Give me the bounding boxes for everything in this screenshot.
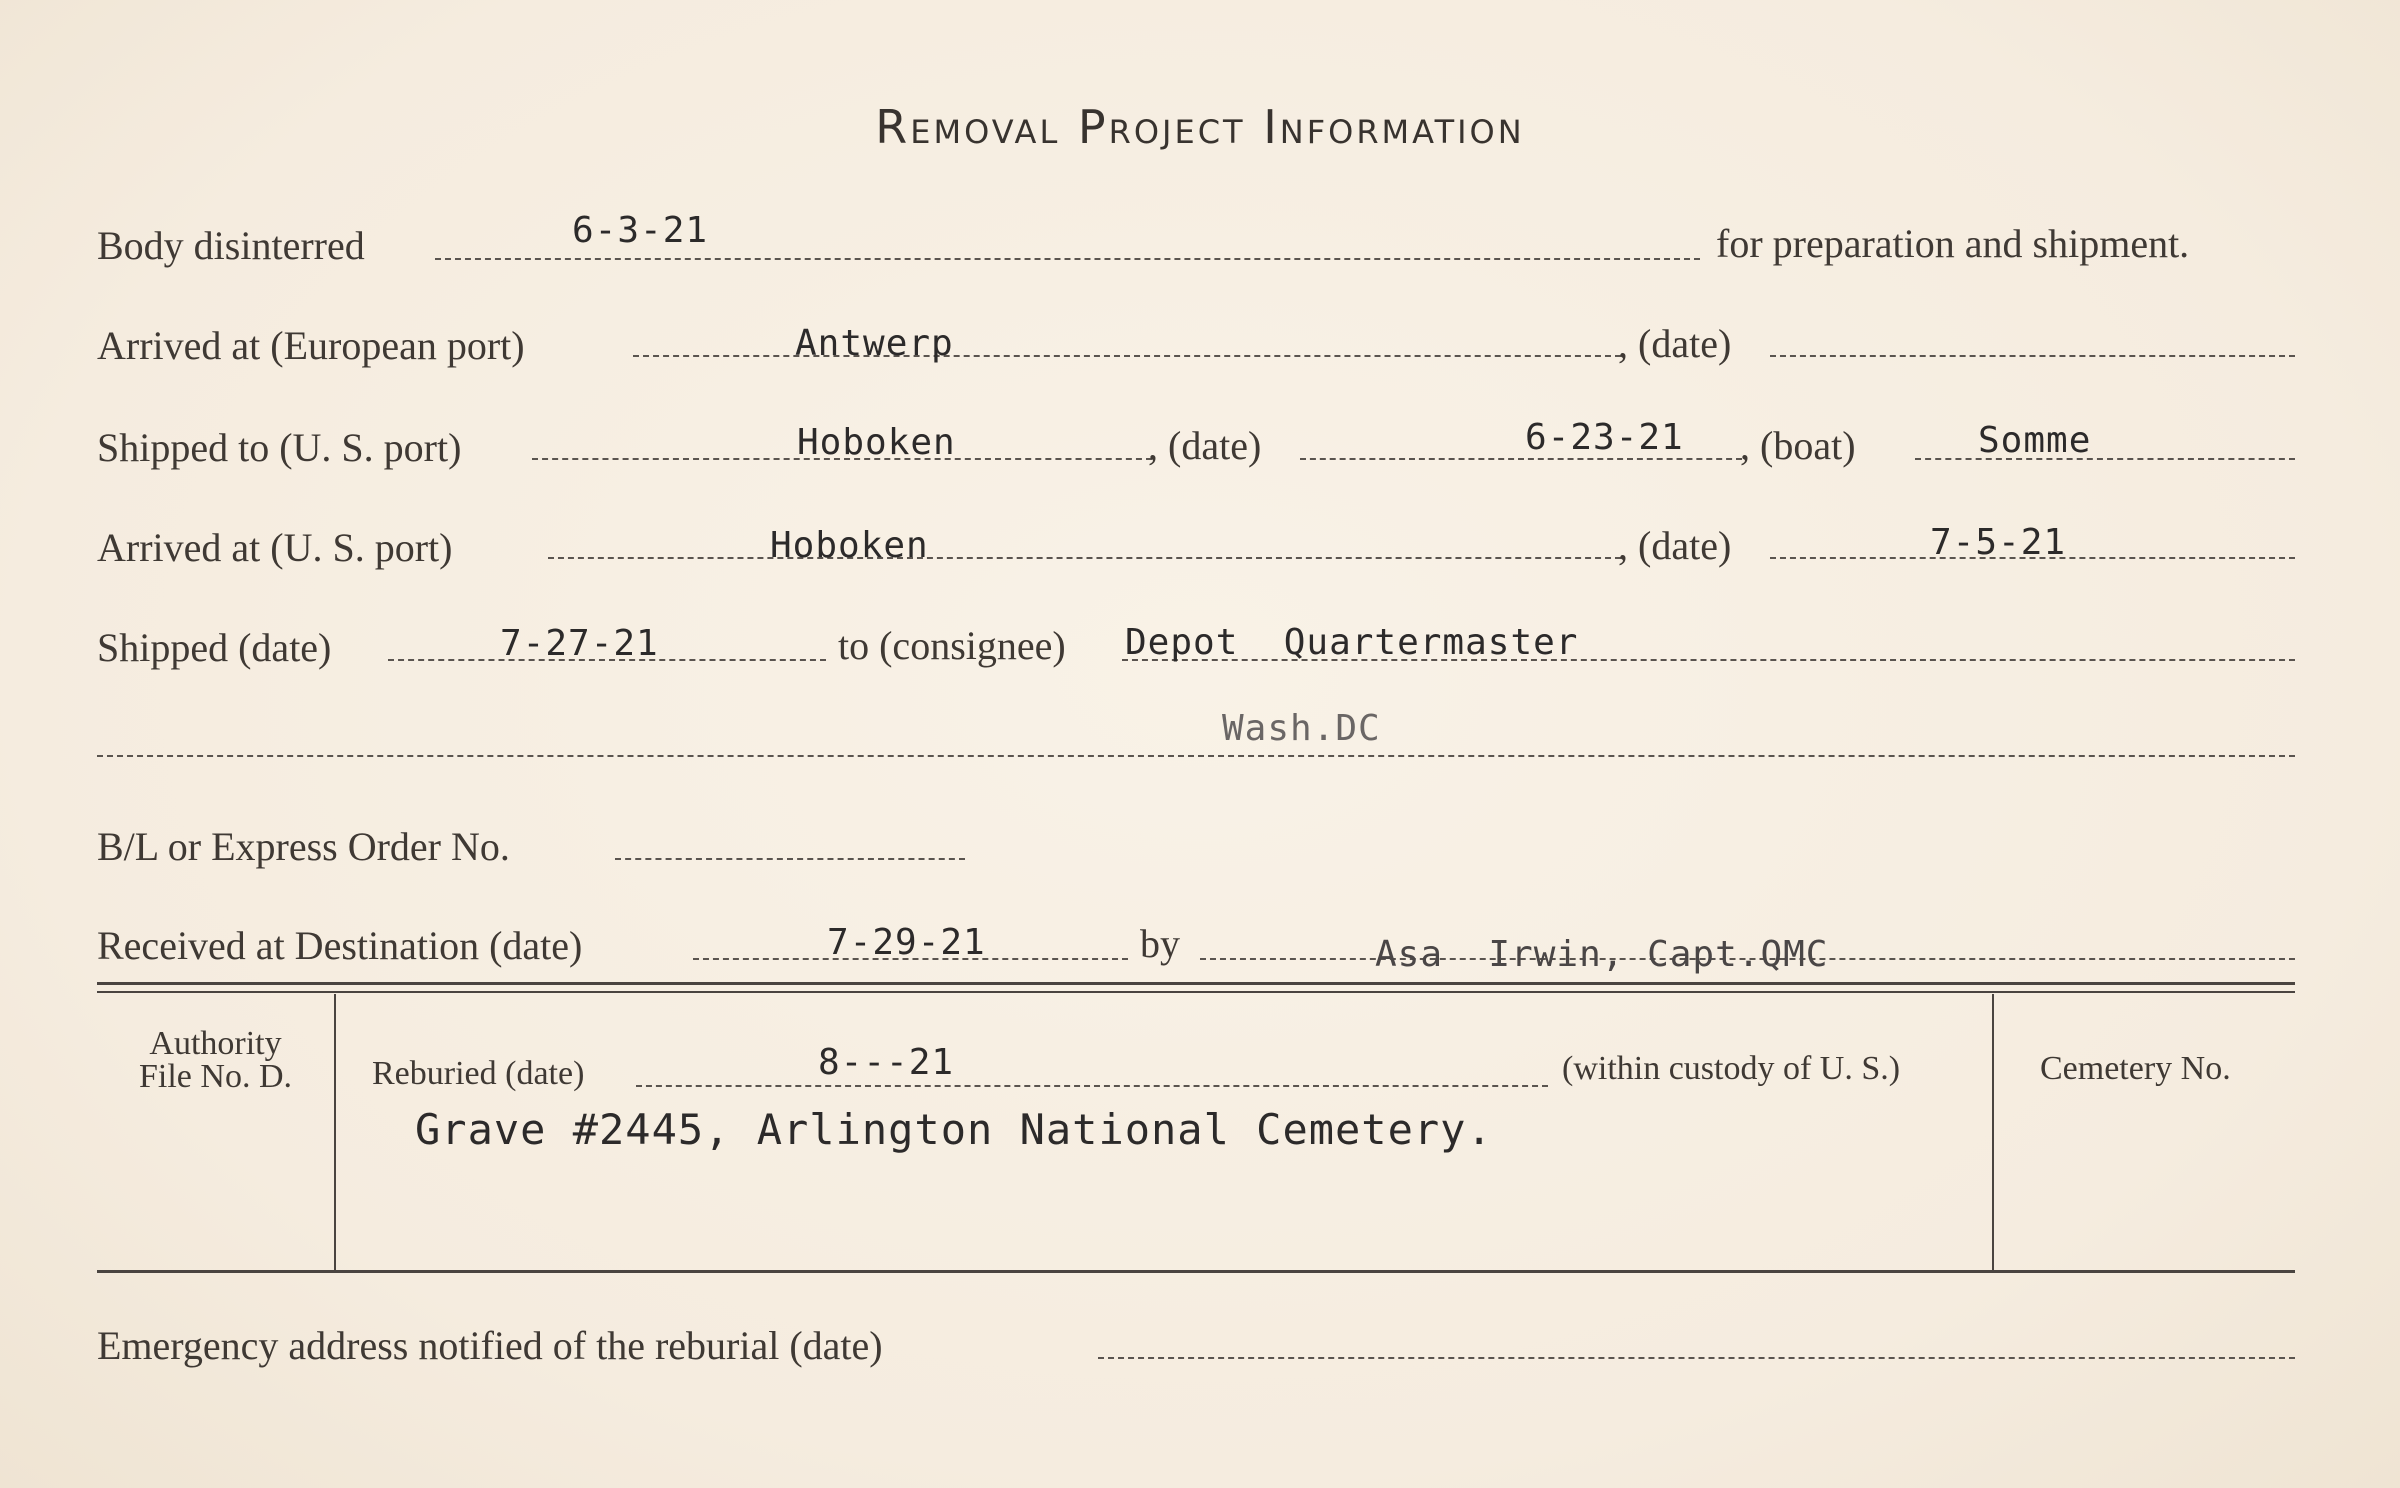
consignee-value: Depot Quartermaster [1125, 622, 1579, 663]
arrived-us-value: Hoboken [770, 525, 929, 566]
cemetery-no-label: Cemetery No. [2040, 1050, 2231, 1087]
arrived-us-line [548, 557, 1621, 559]
bl-order-line [615, 858, 965, 860]
received-by-value: Asa Irwin, Capt.QMC [1375, 934, 1829, 975]
reburied-value: 8---21 [818, 1042, 955, 1083]
bl-order-label: B/L or Express Order No. [97, 824, 510, 869]
shipped-date-label: Shipped (date) [97, 625, 332, 670]
shipped-us-boat-value: Somme [1978, 420, 2092, 461]
box-divider-right [1992, 994, 1994, 1272]
shipped-date-value: 7-27-21 [500, 623, 659, 664]
arrived-us-date-label: , (date) [1618, 523, 1732, 568]
box-divider-left [334, 994, 336, 1272]
authority-label-line2: File No. D. [139, 1058, 292, 1095]
shipped-us-boat-label: , (boat) [1740, 423, 1856, 468]
box-bottom-rule [97, 1270, 2295, 1273]
reburied-label: Reburied (date) [372, 1055, 585, 1092]
received-value: 7-29-21 [827, 922, 986, 963]
arrived-us-date-value: 7-5-21 [1930, 522, 2067, 563]
arrived-european-value: Antwerp [795, 323, 954, 364]
emergency-label: Emergency address notified of the reburial (date) [97, 1323, 883, 1368]
consignee-continuation-line [97, 755, 2295, 757]
custody-label: (within custody of U. S.) [1562, 1050, 1901, 1087]
shipped-us-date-line [1300, 458, 1742, 460]
box-top-rule-inner [97, 991, 2295, 993]
shipped-to-label: to (consignee) [838, 623, 1066, 668]
received-by-label: by [1140, 921, 1180, 966]
body-disinterred-value: 6-3-21 [572, 210, 709, 251]
arrived-us-label: Arrived at (U. S. port) [97, 525, 453, 570]
grave-location-value: Grave #2445, Arlington National Cemetery. [415, 1105, 1493, 1154]
shipped-us-date-label: , (date) [1148, 423, 1262, 468]
received-label: Received at Destination (date) [97, 923, 583, 968]
shipped-us-date-value: 6-23-21 [1525, 417, 1684, 458]
body-disinterred-suffix: for preparation and shipment. [1716, 221, 2190, 266]
arrived-european-line [633, 355, 1621, 357]
authority-label-line1: Authority [149, 1025, 282, 1062]
box-top-rule [97, 982, 2295, 985]
body-disinterred-line [435, 258, 1700, 260]
arrived-european-label: Arrived at (European port) [97, 323, 525, 368]
emergency-line [1098, 1357, 2295, 1359]
reburied-line [636, 1085, 1548, 1087]
consignee-line2-value: Wash.DC [1222, 708, 1381, 749]
arrived-european-date-label: , (date) [1618, 321, 1732, 366]
shipped-us-boat-line [1915, 458, 2295, 460]
form-title: Removal Project Information [875, 100, 1525, 154]
body-disinterred-label: Body disinterred [97, 223, 365, 268]
shipped-us-value: Hoboken [797, 422, 956, 463]
shipped-us-label: Shipped to (U. S. port) [97, 425, 462, 470]
arrived-european-date-line [1770, 355, 2295, 357]
